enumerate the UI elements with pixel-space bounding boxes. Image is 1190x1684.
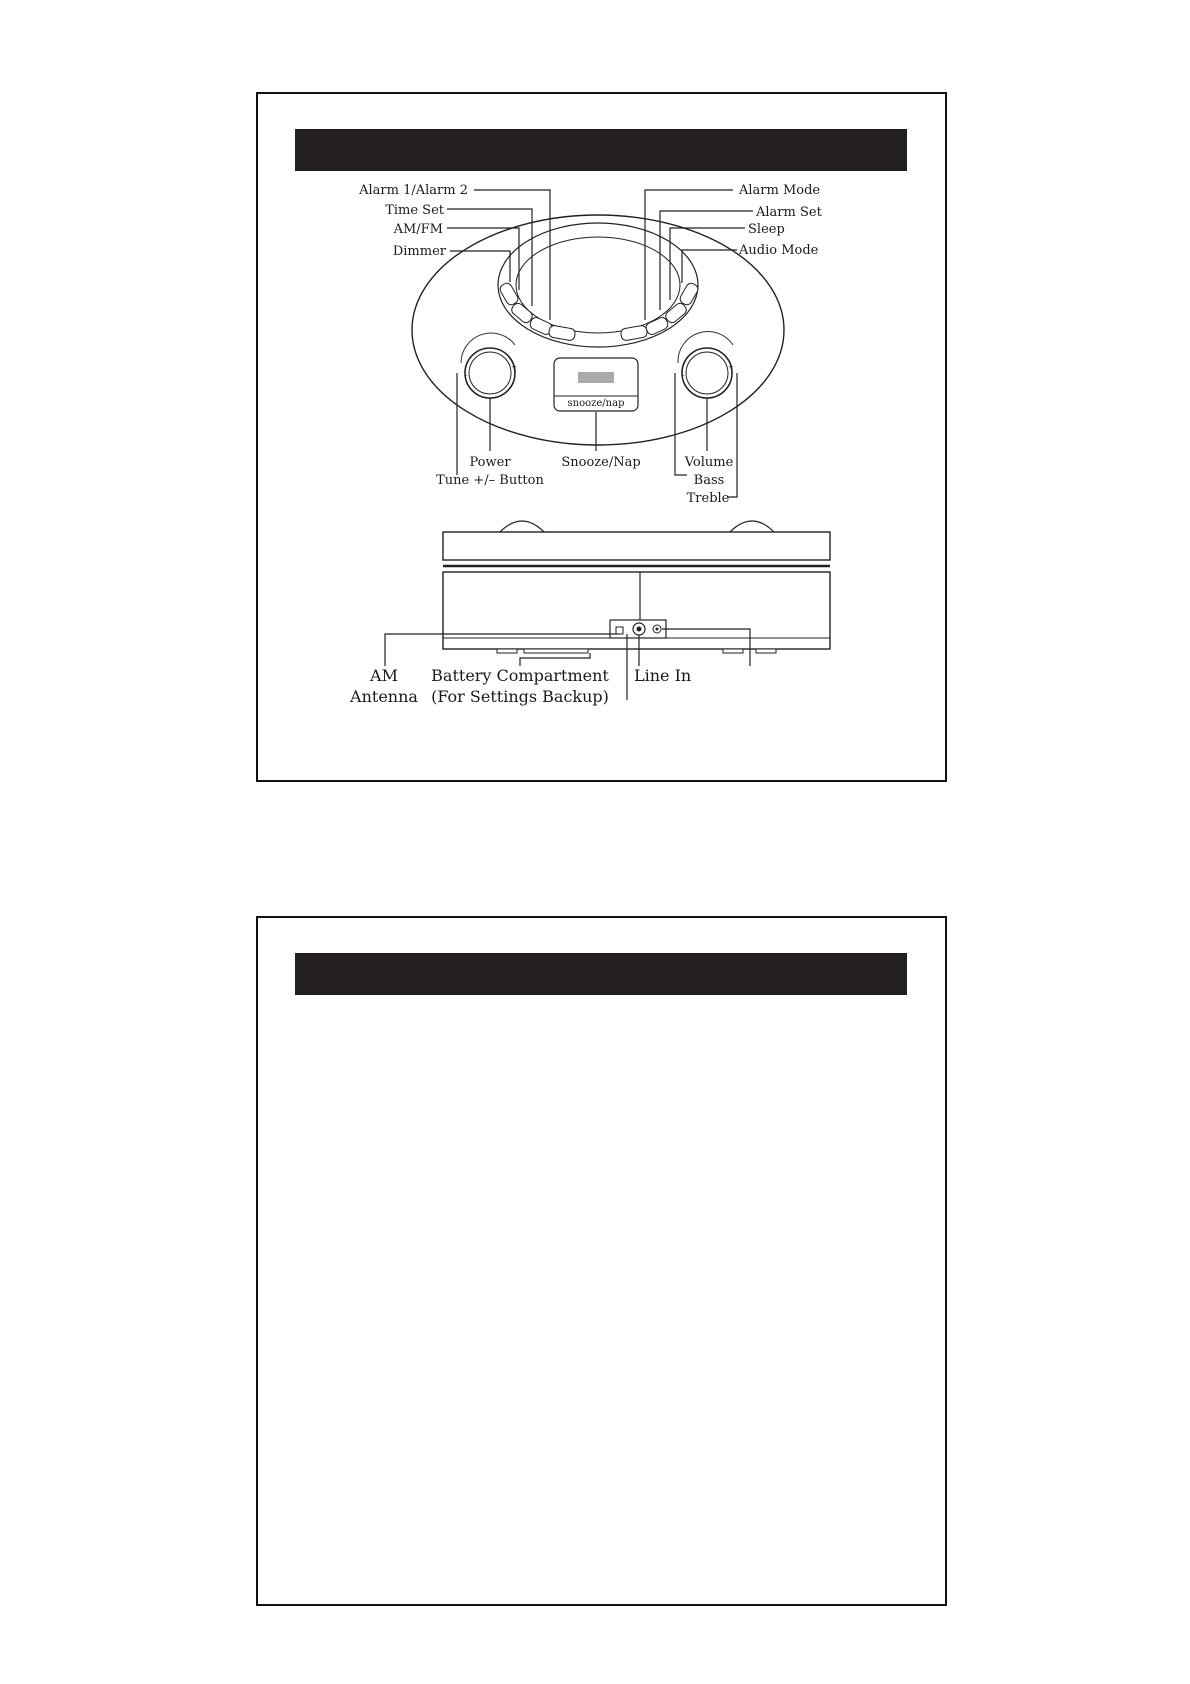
label-sleep: Sleep — [748, 222, 785, 237]
alarm-buttons-left — [498, 281, 576, 341]
callout-labels-rear — [349, 666, 691, 706]
tune-power-knob — [461, 333, 517, 398]
label-audio-mode: Audio Mode — [739, 243, 819, 258]
svg-text:–: – — [681, 371, 685, 379]
svg-text:+: + — [511, 363, 517, 371]
label-battery-compartment: Battery Compartment — [431, 666, 609, 685]
volume-knob — [678, 332, 734, 398]
label-power: Power — [469, 455, 511, 470]
label-volume: Volume — [684, 455, 734, 470]
label-snooze-nap: Snooze/Nap — [561, 455, 641, 470]
label-time-set: Time Set — [385, 203, 444, 218]
svg-text:+: + — [728, 363, 734, 371]
snooze-nap-button-text: snooze/nap — [567, 398, 625, 409]
label-alarm-set: Alarm Set — [756, 205, 822, 220]
label-dimmer: Dimmer — [392, 244, 446, 259]
label-am-fm: AM/FM — [393, 222, 443, 237]
label-am: AM — [370, 666, 398, 685]
label-settings-backup: (For Settings Backup) — [431, 687, 609, 706]
label-alarm1-alarm2: Alarm 1/Alarm 2 — [359, 183, 468, 198]
rear-view-device — [443, 521, 830, 653]
label-alarm-mode: Alarm Mode — [739, 183, 821, 198]
label-bass: Bass — [693, 473, 725, 488]
label-tune-button: Tune +/– Button — [436, 473, 544, 488]
callout-labels-top — [358, 183, 822, 506]
svg-text:–: – — [464, 371, 468, 379]
label-antenna: Antenna — [350, 687, 418, 706]
label-line-in: Line In — [634, 666, 692, 685]
snooze-nap-bar — [554, 358, 638, 411]
leader-lines-top — [447, 190, 753, 497]
label-treble: Treble — [686, 491, 730, 506]
